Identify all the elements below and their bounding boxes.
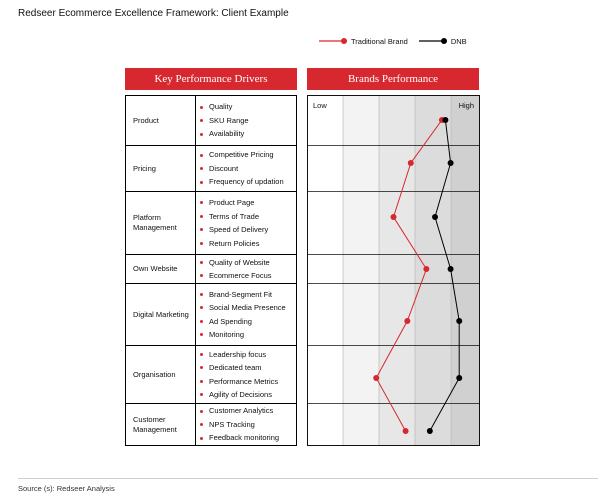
driver-item-label: Dedicated team [209,363,262,372]
bullet-icon [200,293,203,296]
legend-traditional [318,37,408,46]
driver-items [196,404,296,445]
driver-row [126,146,296,192]
driver-item [200,223,296,237]
driver-row [126,284,296,346]
driver-item [200,361,296,375]
driver-item-label: Quality [209,102,233,112]
bullet-icon [200,154,203,157]
traditional-point [423,266,429,272]
driver-items [196,346,296,403]
driver-item-label: Customer Analytics [209,406,274,416]
driver-item-label: Feedback monitoring [209,433,280,443]
driver-item-label: Ad Spending [209,316,252,326]
driver-item-label: Speed of Delivery [209,225,269,234]
driver-item [200,196,296,210]
driver-item [200,315,296,329]
driver-item-label: Availability [209,129,245,139]
bullet-icon [200,410,203,413]
driver-item [200,256,296,270]
traditional-point [403,428,409,434]
driver-item-label: Performance Metrics [209,376,279,386]
driver-item [200,237,296,251]
driver-item [200,388,296,402]
dnb-point [448,160,454,166]
driver-item-label: Competitive Pricing [209,150,274,160]
traditional-point [408,160,414,166]
driver-item [200,301,296,315]
bullet-icon [200,242,203,245]
bullet-icon [200,437,203,440]
performance-chart [307,95,480,446]
bullet-icon [200,306,203,309]
bullet-icon [200,119,203,122]
driver-item-label: Quality of Website [209,257,270,267]
bullet-icon [200,423,203,426]
driver-row [126,255,296,284]
dnb-point [456,318,462,324]
bullet-icon [200,181,203,184]
bullet-icon [200,366,203,369]
driver-category: Pricing [126,146,196,191]
legend-traditional-swatch [318,37,348,45]
dnb-point [432,214,438,220]
driver-item [200,162,296,176]
driver-item-label: Discount [209,163,239,173]
legend [318,35,477,47]
driver-item [200,348,296,362]
driver-category: Customer Management [126,404,196,445]
driver-row [126,346,296,404]
dnb-point [456,375,462,381]
traditional-point [391,214,397,220]
driver-category: Digital Marketing [126,284,196,345]
driver-item [200,148,296,162]
driver-items [196,146,296,191]
axis-high-label: High [458,101,474,110]
driver-items [196,96,296,145]
driver-item-label: Brand-Segment Fit [209,289,272,299]
bullet-icon [200,353,203,356]
driver-item-label: Leadership focus [209,349,267,359]
driver-item [200,431,296,445]
bullet-icon [200,133,203,136]
bullet-icon [200,380,203,383]
traditional-point [404,318,410,324]
bullet-icon [200,274,203,277]
driver-category: Product [126,96,196,145]
driver-item [200,375,296,389]
performance-header: Brands Performance [307,68,479,90]
driver-item-label: Terms of Trade [209,211,260,221]
bullet-icon [200,333,203,336]
legend-dnb [418,37,467,46]
legend-dnb-swatch [418,37,448,45]
bullet-icon [200,201,203,204]
chart-band [307,95,343,446]
driver-item [200,328,296,342]
driver-item-label: Frequency of updation [209,177,284,187]
driver-item [200,175,296,189]
bullet-icon [200,228,203,231]
bullet-icon [200,167,203,170]
driver-row [126,404,296,445]
bullet-icon [200,261,203,264]
drivers-table [125,95,297,446]
driver-item-label: Monitoring [209,330,245,339]
dnb-point [448,266,454,272]
bullet-icon [200,106,203,109]
driver-items [196,284,296,345]
chart-band [415,95,451,446]
driver-category: Own Website [126,255,196,283]
source-note: Source (s): Redseer Analysis [18,484,115,493]
dnb-point [442,117,448,123]
driver-item [200,210,296,224]
driver-item [200,127,296,141]
chart-band [343,95,379,446]
driver-item-label: Product Page [209,198,255,207]
driver-item [200,418,296,432]
legend-traditional-label: Traditional Brand [351,36,408,46]
dnb-point [427,428,433,434]
driver-category: Organisation [126,346,196,403]
traditional-point [373,375,379,381]
driver-item-label: Ecommerce Focus [209,271,272,280]
legend-dnb-label: DNB [450,36,467,46]
driver-item-label: Social Media Presence [209,303,286,312]
driver-row [126,192,296,255]
driver-items [196,192,296,254]
driver-item-label: NPS Tracking [209,419,255,429]
driver-item [200,100,296,114]
bullet-icon [200,215,203,218]
footer-divider [18,478,598,479]
axis-low-label: Low [313,101,327,110]
driver-item [200,404,296,418]
driver-category: Platform Management [126,192,196,254]
driver-item-label: SKU Range [209,115,249,125]
driver-item-label: Return Policies [209,238,260,248]
bullet-icon [200,393,203,396]
bullet-icon [200,320,203,323]
drivers-header: Key Performance Drivers [125,68,297,90]
page-title: Redseer Ecommerce Excellence Framework: Client Example [18,8,289,19]
driver-item-label: Agility of Decisions [209,390,272,399]
driver-item [200,114,296,128]
driver-item [200,269,296,283]
driver-row [126,96,296,146]
driver-item [200,288,296,302]
chart-band [451,95,480,446]
driver-items [196,255,296,283]
